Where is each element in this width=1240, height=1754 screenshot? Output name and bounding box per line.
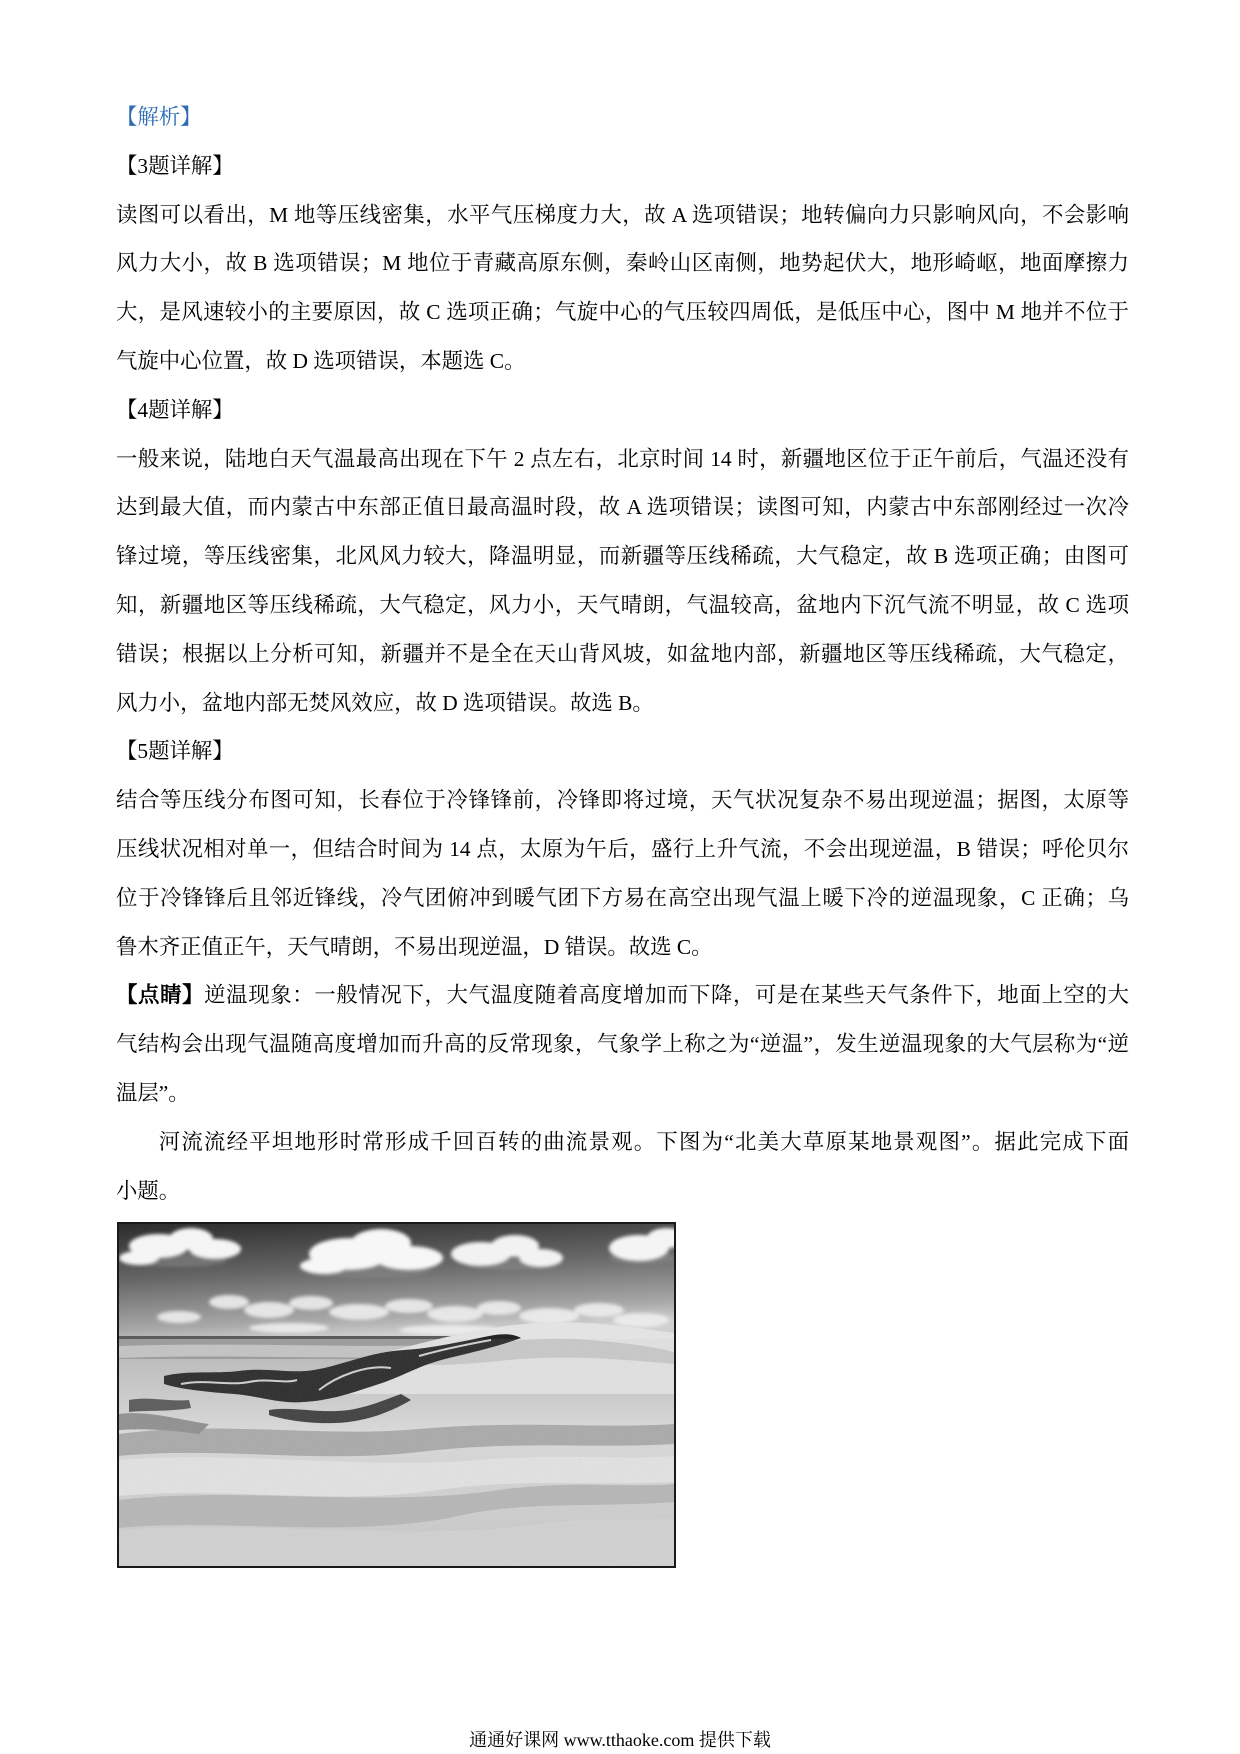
paragraph-line: 大，是风速较小的主要原因，故 C 选项正确；气旋中心的气压较四周低，是低压中心，图中 M 地并不位于 [116, 300, 1129, 325]
landscape-image [119, 1224, 674, 1566]
paragraph-line: 小题。 [116, 1178, 181, 1203]
paragraph-line: 一般来说，陆地白天气温最高出现在下午 2 点左右，北京时间 14 时，新疆地区位于正午前后，气温还没有 [116, 446, 1129, 471]
section-heading: 【3题详解】 [116, 153, 234, 178]
landscape-photo [117, 1222, 676, 1568]
section-3-detail [116, 142, 1129, 386]
paragraph-line: 压线状况相对单一，但结合时间为 14 点，太原为午后，盛行上升气流，不会出现逆温，B 错误；呼伦贝尔 [116, 836, 1129, 861]
paragraph-line: 气旋中心位置，故 D 选项错误，本题选 C。 [116, 348, 526, 373]
paragraph-line: 知，新疆地区等压线稀疏，大气稳定，风力小，天气晴朗，气温较高，盆地内下沉气流不明显，故 C 选项 [116, 592, 1129, 617]
paragraph-line: 气结构会出现气温随高度增加而升高的反常现象，气象学上称之为“逆温”，发生逆温现象的大气层称为“逆 [116, 1032, 1129, 1057]
paragraph-line: 风力小，盆地内部无焚风效应，故 D 选项错误。故选 B。 [116, 690, 654, 715]
paragraph-line: 结合等压线分布图可知，长春位于冷锋锋前，冷锋即将过境，天气状况复杂不易出现逆温；据图，太原等 [116, 788, 1129, 813]
tip-label: 【点睛】 [116, 983, 205, 1008]
section-4-detail [116, 386, 1129, 728]
paragraph-line: 河流流经平坦地形时常形成千回百转的曲流景观。下图为“北美大草原某地景观图”。据此完成下面 [158, 1129, 1129, 1154]
analysis-heading: 【解析】 [116, 105, 202, 129]
paragraph-line: 位于冷锋锋后且邻近锋线，冷气团俯冲到暖气团下方易在高空出现气温上暖下冷的逆温现象，C 正确；乌 [116, 885, 1129, 910]
section-5-detail [116, 727, 1129, 971]
question-intro [116, 1118, 1129, 1216]
footer-credit: 通通好课网 www.tthaoke.com 提供下载 [469, 1730, 771, 1750]
paragraph-line: 锋过境，等压线密集，北风风力较大，降温明显，而新疆等压线稀疏，大气稳定，故 B 选项正确；由图可 [116, 544, 1129, 569]
paragraph-line: 错误；根据以上分析可知，新疆并不是全在天山背风坡，如盆地内部，新疆地区等压线稀疏，大气稳定， [116, 641, 1129, 666]
paragraph-line: 风力大小，故 B 选项错误；M 地位于青藏高原东侧，秦岭山区南侧，地势起伏大，地形崎岖，地面摩擦力 [116, 251, 1129, 276]
paragraph-line [116, 971, 1129, 1020]
section-heading: 【5题详解】 [116, 739, 234, 764]
section-heading: 【4题详解】 [116, 397, 234, 422]
paragraph-line: 鲁木齐正值正午，天气晴朗，不易出现逆温，D 错误。故选 C。 [116, 934, 713, 959]
paragraph-line: 读图可以看出，M 地等压线密集，水平气压梯度力大，故 A 选项错误；地转偏向力只影响风向，不会影响 [116, 202, 1129, 227]
tip-text: 逆温现象：一般情况下，大气温度随着高度增加而下降，可是在某些天气条件下，地面上空的大 [204, 983, 1129, 1008]
grass-texture [119, 1339, 674, 1566]
tip-note [116, 971, 1129, 1117]
paragraph-line: 温层”。 [116, 1080, 190, 1105]
document-body [116, 93, 1129, 1215]
paragraph-line: 达到最大值，而内蒙古中东部正值日最高温时段，故 A 选项错误；读图可知，内蒙古中东部刚经过一次冷 [116, 495, 1129, 520]
